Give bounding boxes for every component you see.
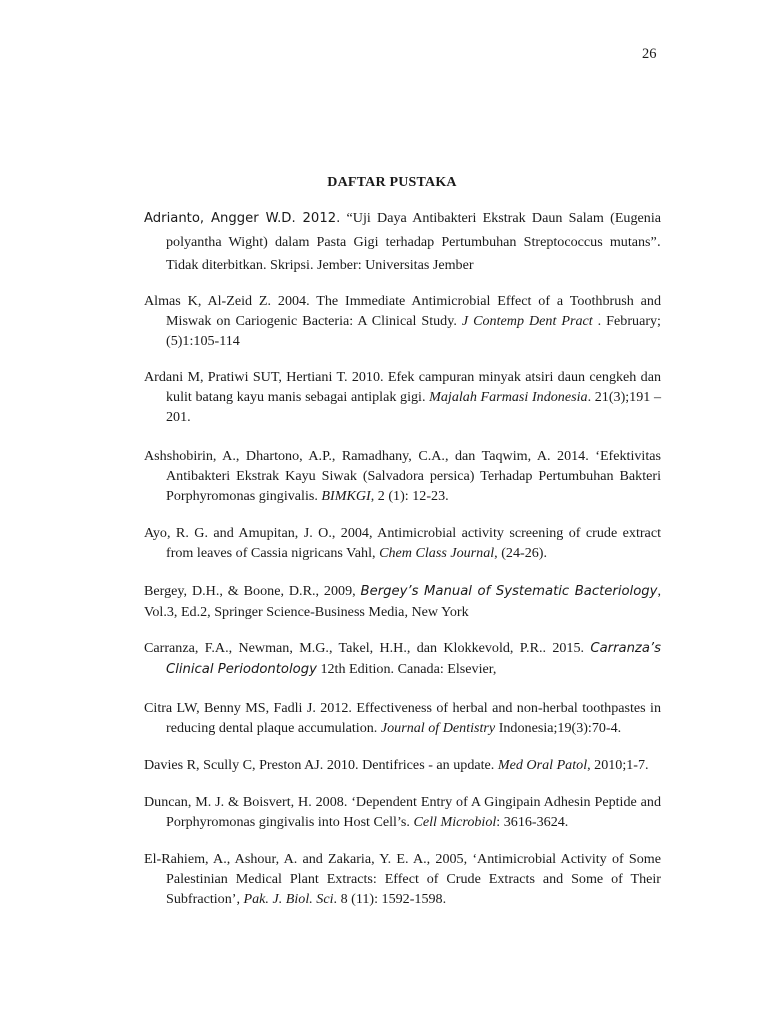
- reference-source: J Contemp Dent Pract: [461, 312, 593, 329]
- reference-author-year: Adrianto, Angger W.D. 2012.: [144, 211, 341, 226]
- reference-item: [144, 698, 661, 738]
- reference-text: Ardani M, Pratiwi SUT, Hertiani T. 2010. Efek campuran minyak atsiri daun cengkeh dan kulit batang kayu manis sebagai antiplak gigi.: [144, 368, 661, 405]
- reference-text: 12th Edition. Canada: Elsevier,: [316, 660, 497, 677]
- reference-text: . 8 (11): 1592-1598.: [333, 890, 447, 907]
- reference-item: [144, 792, 661, 832]
- reference-text: . 21(3);191 – 201.: [166, 388, 662, 425]
- reference-text: Citra LW, Benny MS, Fadli J. 2012. Effectiveness of herbal and non-herbal toothpastes in reducing dental plaque accumulation.: [144, 699, 661, 736]
- reference-item: [144, 581, 661, 622]
- reference-source: Journal of Dentistry: [380, 719, 496, 736]
- reference-item: [144, 367, 661, 427]
- reference-text: Bergey, D.H., & Boone, D.R., 2009,: [144, 582, 361, 599]
- reference-text: , (24-26).: [494, 544, 548, 561]
- reference-text: Duncan, M. J. & Boisvert, H. 2008. ‘Dependent Entry of A Gingipain Adhesin Peptide and Porphyromonas gingivalis into Host Cell’s.: [144, 793, 661, 830]
- reference-source: Carranza’s Clinical Periodontology: [166, 640, 661, 677]
- reference-text: .: [656, 234, 661, 250]
- reference-text: Carranza, F.A., Newman, M.G., Takel, H.H., dan Klokkevold, P.R.. 2015.: [144, 639, 591, 656]
- reference-item: [144, 638, 661, 680]
- reference-text: . February;(5)1:105-114: [166, 312, 661, 349]
- reference-item: [144, 291, 661, 351]
- reference-source: BIMKGI: [321, 487, 371, 504]
- reference-item: [144, 207, 661, 277]
- reference-text: Tidak diterbitkan. Skripsi. Jember: Universitas Jember: [166, 257, 474, 273]
- reference-source: Majalah Farmasi Indonesia: [429, 388, 588, 405]
- reference-text: Almas K, Al-Zeid Z. 2004. The Immediate Antimicrobial Effect of a Toothbrush and Miswak on Cariogenic Bacteria: A Clinical Study.: [144, 292, 661, 329]
- reference-source: Cell Microbiol: [413, 813, 497, 830]
- reference-source: Pak. J. Biol. Sci: [243, 890, 334, 907]
- reference-text: Ayo, R. G. and Amupitan, J. O., 2004, Antimicrobial activity screening of crude extract from leaves of Cassia nigricans Vahl,: [144, 524, 661, 561]
- reference-item: [144, 849, 661, 909]
- reference-item: [144, 446, 661, 506]
- reference-item: [144, 755, 661, 775]
- reference-source: Bergey’s Manual of Systematic Bacteriology: [360, 583, 658, 599]
- reference-text: , 2 (1): 12-23.: [370, 487, 449, 504]
- reference-source: Chem Class Journal: [379, 544, 495, 561]
- page-title: DAFTAR PUSTAKA: [327, 175, 457, 190]
- page-number: 26: [642, 46, 657, 62]
- reference-text: El-Rahiem, A., Ashour, A. and Zakaria, Y. E. A., 2005, ‘Antimicrobial Activity of Some Palestinian Medical Plant Extracts: Effect of Crude Extracts and Some of Their Subfraction’,: [144, 850, 661, 907]
- reference-text: , Vol.3, Ed.2, Springer Science-Business Media, New York: [144, 582, 661, 620]
- reference-text: Ashshobirin, A., Dhartono, A.P., Ramadhany, C.A., dan Taqwim, A. 2014. ‘Efektivitas Antibakteri Ekstrak Kayu Siwak (Salvadora persica) Terhadap Pertumbuhan Bakteri Porphyromonas gingivalis.: [144, 447, 661, 504]
- reference-source: Med Oral Patol: [497, 756, 588, 773]
- reference-item: [144, 523, 661, 563]
- reference-text: “Uji Daya Antibakteri Ekstrak Daun Salam (Eugenia polyantha Wight) dalam Pasta Gigi terhadap Pertumbuhan Streptococcus mutans”: [166, 210, 662, 250]
- reference-list: [144, 207, 661, 925]
- reference-text: Indonesia;19(3):70-4.: [495, 719, 622, 736]
- reference-text: : 3616-3624.: [496, 813, 569, 830]
- reference-text: Davies R, Scully C, Preston AJ. 2010. Dentifrices - an update.: [144, 756, 498, 773]
- reference-text: , 2010;1-7.: [587, 756, 649, 773]
